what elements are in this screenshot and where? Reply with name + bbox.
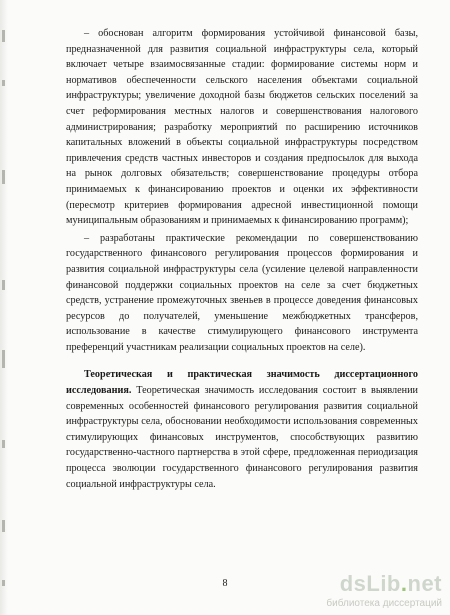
- scan-mark: [2, 80, 5, 86]
- watermark: [262, 571, 442, 611]
- section-heading: Теоретическая и практическая значимость диссертационного исследования.: [66, 369, 418, 397]
- logo-main: dsLib: [339, 571, 401, 596]
- paragraph-significance: [66, 367, 418, 492]
- scan-mark: [2, 440, 5, 448]
- paragraph-text: – разработаны практические рекомендации по совершенствованию государственного финансового регулирования процессов формирования и развития социальной инфраструктуры села (усиление целевой направленности финансовой поддержки социальных проектов на селе за счет бюджетных средств, устранение промежуточных звеньев в процессе доведения финансовых ресурсов до получателей, уменьшение межбюджетных трансферов, использование в качестве стимулирующего финансового инструмента преференций участникам реализации социальных проектов на селе).: [66, 232, 418, 353]
- body-text: [66, 26, 418, 492]
- logo-dot: .: [400, 571, 408, 596]
- scan-mark: [2, 520, 5, 532]
- scan-mark: [2, 280, 5, 290]
- logo-tld: net: [407, 571, 442, 596]
- paragraph-text: Теоретическая значимость исследования состоит в выявлении современных особенностей финансового регулирования развития социальной инфраструктуры села, обосновании необходимости использования современных стимулирующих финансовых инструментов, способствующих развитию государственно-частного партнерства в этой сфере, предложенная периодизация процесса эволюции государственного финансового регулирования развития социальной инфраструктуры села.: [66, 385, 418, 490]
- scan-mark: [2, 170, 5, 184]
- watermark-tagline: библиотека диссертаций: [326, 598, 442, 609]
- page-number: 8: [222, 578, 228, 589]
- paragraph-text: – обоснован алгоритм формирования устойчивой финансовой базы, предназначенной для развития социальной инфраструктуры села, который включает четыре взаимосвязанные стадии: формирование системы норм и нормативов обеспеченности сельского населения объектами социальной инфраструктуры; увеличение доходной базы бюджетов сельских поселений за счет реформирования местных налогов и совершенствования налогового администрирования; разработку мероприятий по расширению источников капитальных вложений в объекты социальной инфраструктуры посредством привлечения средств частных инвесторов и создания предпосылок для выхода на рынок долговых обязательств; совершенствование процедуры отбора принимаемых к финансированию проектов и оценки их эффективности (пересмотр критериев формирования адресной инвестиционной помощи муниципальным образованиям и принимаемых к финансированию программ);: [66, 28, 418, 227]
- watermark-logo: [262, 571, 442, 597]
- scan-mark: [2, 350, 5, 368]
- paragraph-practical-recommendations: [66, 231, 418, 356]
- paragraph-financial-base-algorithm: [66, 26, 418, 229]
- scan-marks: [1, 20, 7, 600]
- scan-mark: [2, 30, 5, 42]
